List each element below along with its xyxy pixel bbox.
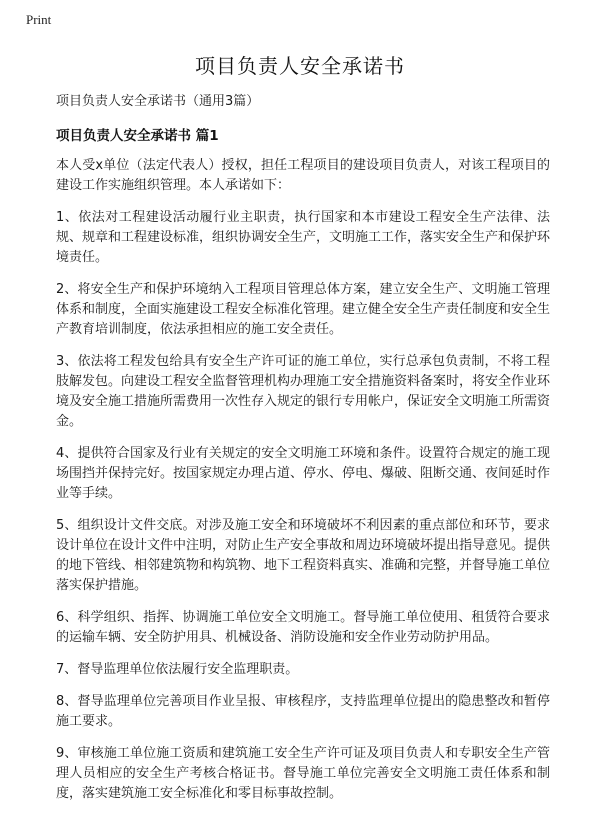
commitment-item-1: 1、依法对工程建设活动履行业主职责，执行国家和本市建设工程安全生产法律、法规、规章和工程建设标准，组织协调安全生产，文明施工工作，落实安全生产和保护环境责任。: [56, 210, 551, 265]
page-title: 项目负责人安全承诺书: [195, 54, 405, 78]
commitment-item-2: 2、将安全生产和保护环境纳入工程项目管理总体方案，建立安全生产、文明施工管理体系和制度，全面实施建设工程安全标准化管理。建立健全安全生产责任制度和安全生产教育培训制度，依法承担相应的施工安全责任。: [56, 282, 551, 337]
commitment-item-7: 7、督导监理单位依法履行安全监理职责。: [56, 662, 299, 677]
commitment-item-5: 5、组织设计文件交底。对涉及施工安全和环境破坏不利因素的重点部位和环节，要求设计单位在设计文件中注明，对防止生产安全事故和周边环境破坏提出指导意见。提供的地下管线、相邻建筑物和构筑物、地下工程资料真实、准确和完整，并督导施工单位落实保护措施。: [56, 518, 551, 593]
document-body: [56, 92, 550, 816]
commitment-item-4: 4、提供符合国家及行业有关规定的安全文明施工环境和条件。设置符合规定的施工现场围挡并保持完好。按国家规定办理占道、停水、停电、爆破、阻断交通、夜间延时作业等手续。: [56, 446, 551, 501]
commitment-item-6: 6、科学组织、指挥、协调施工单位安全文明施工。督导施工单位使用、租赁符合要求的运输车辆、安全防护用具、机械设备、消防设施和安全作业劳动防护用品。: [56, 610, 550, 645]
commitment-item-8: 8、督导监理单位完善项目作业呈报、审核程序，支持监理单位提出的隐患整改和暂停施工要求。: [56, 694, 550, 729]
print-link[interactable]: Print: [26, 12, 52, 27]
intro-paragraph: 本人受x单位（法定代表人）授权，担任工程项目的建设项目负责人，对该工程项目的建设工作实施组织管理。本人承诺如下：: [56, 158, 550, 193]
section-heading: 项目负责人安全承诺书 篇1: [56, 128, 219, 144]
commitment-item-3: 3、依法将工程发包给具有安全生产许可证的施工单位，实行总承包负责制，不将工程肢解发包。向建设工程安全监督管理机构办理施工安全措施资料备案时，将安全作业环境及安全施工措施所需费用一次性存入规定的银行专用帐户，保证安全文明施工所需资金。: [56, 354, 551, 429]
commitment-item-9: 9、审核施工单位施工资质和建筑施工安全生产许可证及项目负责人和专职安全生产管理人员相应的安全生产考核合格证书。督导施工单位完善安全文明施工责任体系和制度，落实建筑施工安全标准化和零目标事故控制。: [56, 746, 550, 801]
document-subtitle: 项目负责人安全承诺书（通用3篇）: [56, 94, 260, 109]
